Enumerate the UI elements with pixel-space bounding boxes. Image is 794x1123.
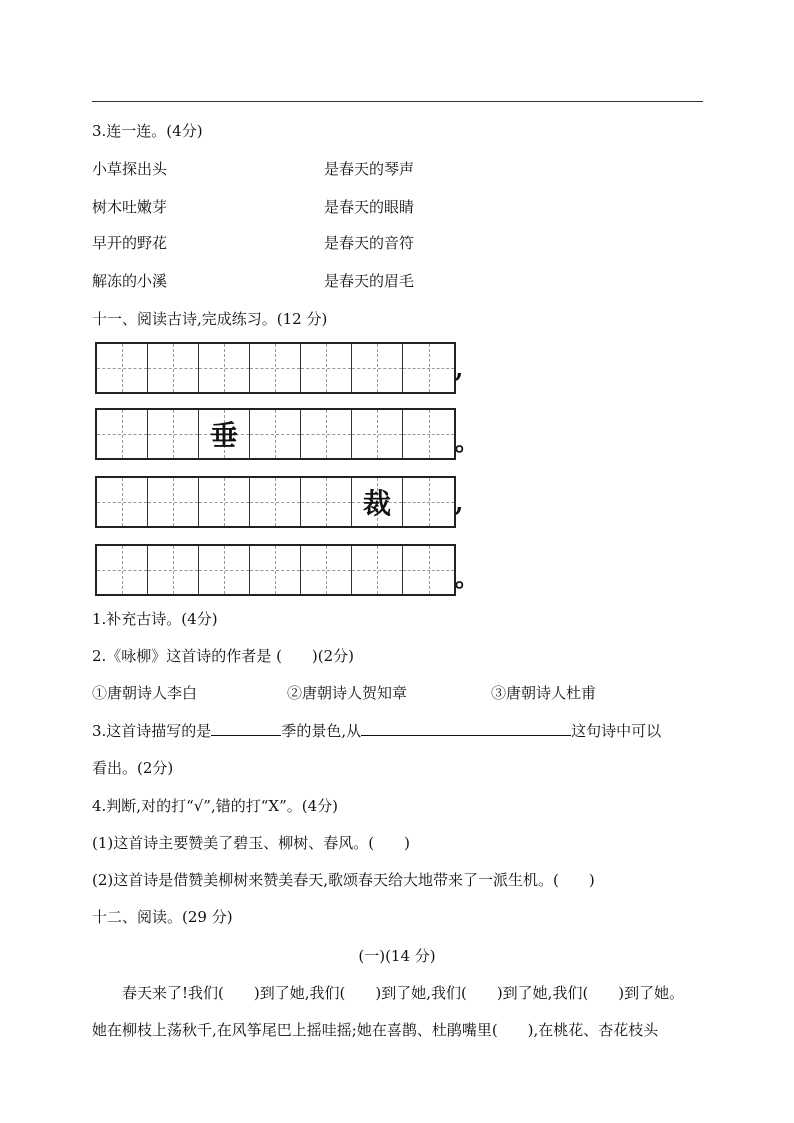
subsection-title: (一)(14 分)	[358, 947, 436, 965]
option[interactable]: ③唐朝诗人杜甫	[491, 684, 597, 702]
grid-cell[interactable]	[199, 344, 250, 392]
writing-grid-row[interactable]	[95, 544, 456, 596]
match-pair	[92, 271, 415, 291]
grid-cell[interactable]	[199, 546, 250, 594]
match-right[interactable]: 是春天的眉毛	[324, 272, 415, 290]
match-pair	[92, 197, 415, 217]
match-right[interactable]: 是春天的音符	[324, 234, 415, 252]
match-left[interactable]: 早开的野花	[92, 234, 168, 252]
grid-cell[interactable]	[403, 546, 454, 594]
grid-cell[interactable]	[301, 546, 352, 594]
grid-cell[interactable]	[148, 410, 199, 458]
writing-grid-row[interactable]	[95, 342, 456, 394]
options-row	[92, 683, 197, 703]
answer-blank[interactable]	[361, 721, 571, 736]
grid-cell[interactable]	[250, 410, 301, 458]
grid-cell[interactable]	[250, 546, 301, 594]
given-char: 垂	[209, 419, 238, 452]
grid-cell[interactable]	[199, 478, 250, 526]
options-row	[287, 683, 407, 703]
grid-cell[interactable]	[250, 344, 301, 392]
grid-cell[interactable]	[301, 478, 352, 526]
grid-cell[interactable]	[352, 478, 403, 526]
grid-cell[interactable]	[148, 546, 199, 594]
grid-cell[interactable]	[352, 410, 403, 458]
header-rule	[92, 101, 703, 102]
match-left[interactable]: 树木吐嫩芽	[92, 198, 168, 216]
grid-punct: 。	[455, 427, 479, 456]
grid-punct: 。	[455, 563, 479, 592]
section-title: 十二、阅读。(29 分)	[92, 908, 233, 926]
question-2: 2.《咏柳》这首诗的作者是 ( )(2分)	[92, 647, 355, 665]
reading-paragraph: 她在柳枝上荡秋千,在风筝尾巴上摇哇摇;她在喜鹊、杜鹃嘴里( ),在桃花、杏花枝头	[92, 1021, 659, 1039]
options-row	[491, 683, 596, 703]
section-title: 十一、阅读古诗,完成练习。(12 分)	[92, 310, 328, 328]
grid-cell[interactable]	[250, 478, 301, 526]
question-1: 1.补充古诗。(4分)	[92, 610, 218, 628]
question-4: 4.判断,对的打“√”,错的打“X”。(4分)	[92, 797, 339, 815]
match-pair	[92, 233, 415, 253]
grid-cell[interactable]	[97, 344, 148, 392]
judge-item[interactable]: (2)这首诗是借赞美柳树来赞美春天,歌颂春天给大地带来了一派生机。( )	[92, 871, 595, 889]
grid-punct: ,	[455, 488, 464, 517]
grid-cell[interactable]	[199, 410, 250, 458]
match-left[interactable]: 小草探出头	[92, 160, 168, 178]
option[interactable]: ①唐朝诗人李白	[92, 684, 198, 702]
grid-cell[interactable]	[301, 344, 352, 392]
grid-cell[interactable]	[148, 478, 199, 526]
grid-cell[interactable]	[97, 546, 148, 594]
grid-cell[interactable]	[97, 410, 148, 458]
match-pair	[92, 159, 415, 179]
grid-cell[interactable]	[403, 410, 454, 458]
match-right[interactable]: 是春天的眼睛	[324, 198, 415, 216]
match-right[interactable]: 是春天的琴声	[324, 160, 415, 178]
answer-blank[interactable]	[211, 721, 281, 736]
judge-item[interactable]: (1)这首诗主要赞美了碧玉、柳树、春风。( )	[92, 834, 410, 852]
option[interactable]: ②唐朝诗人贺知章	[287, 684, 408, 702]
grid-cell[interactable]	[352, 344, 403, 392]
writing-grid-row[interactable]	[95, 476, 456, 528]
grid-punct: ,	[455, 354, 464, 383]
question-3-cont: 看出。(2分)	[92, 759, 174, 777]
question-title: 3.连一连。(4分)	[92, 122, 203, 140]
grid-cell[interactable]	[97, 478, 148, 526]
reading-paragraph: 春天来了!我们( )到了她,我们( )到了她,我们( )到了她,我们( )到了她。	[122, 984, 685, 1002]
grid-cell[interactable]	[352, 546, 403, 594]
given-char: 裁	[362, 487, 391, 520]
writing-grid-row[interactable]	[95, 408, 456, 460]
grid-cell[interactable]	[148, 344, 199, 392]
grid-cell[interactable]	[403, 478, 454, 526]
grid-cell[interactable]	[301, 410, 352, 458]
grid-cell[interactable]	[403, 344, 454, 392]
match-left[interactable]: 解冻的小溪	[92, 272, 168, 290]
question-3: 3.这首诗描写的是 季的景色,从 这句诗中可以	[92, 722, 662, 740]
